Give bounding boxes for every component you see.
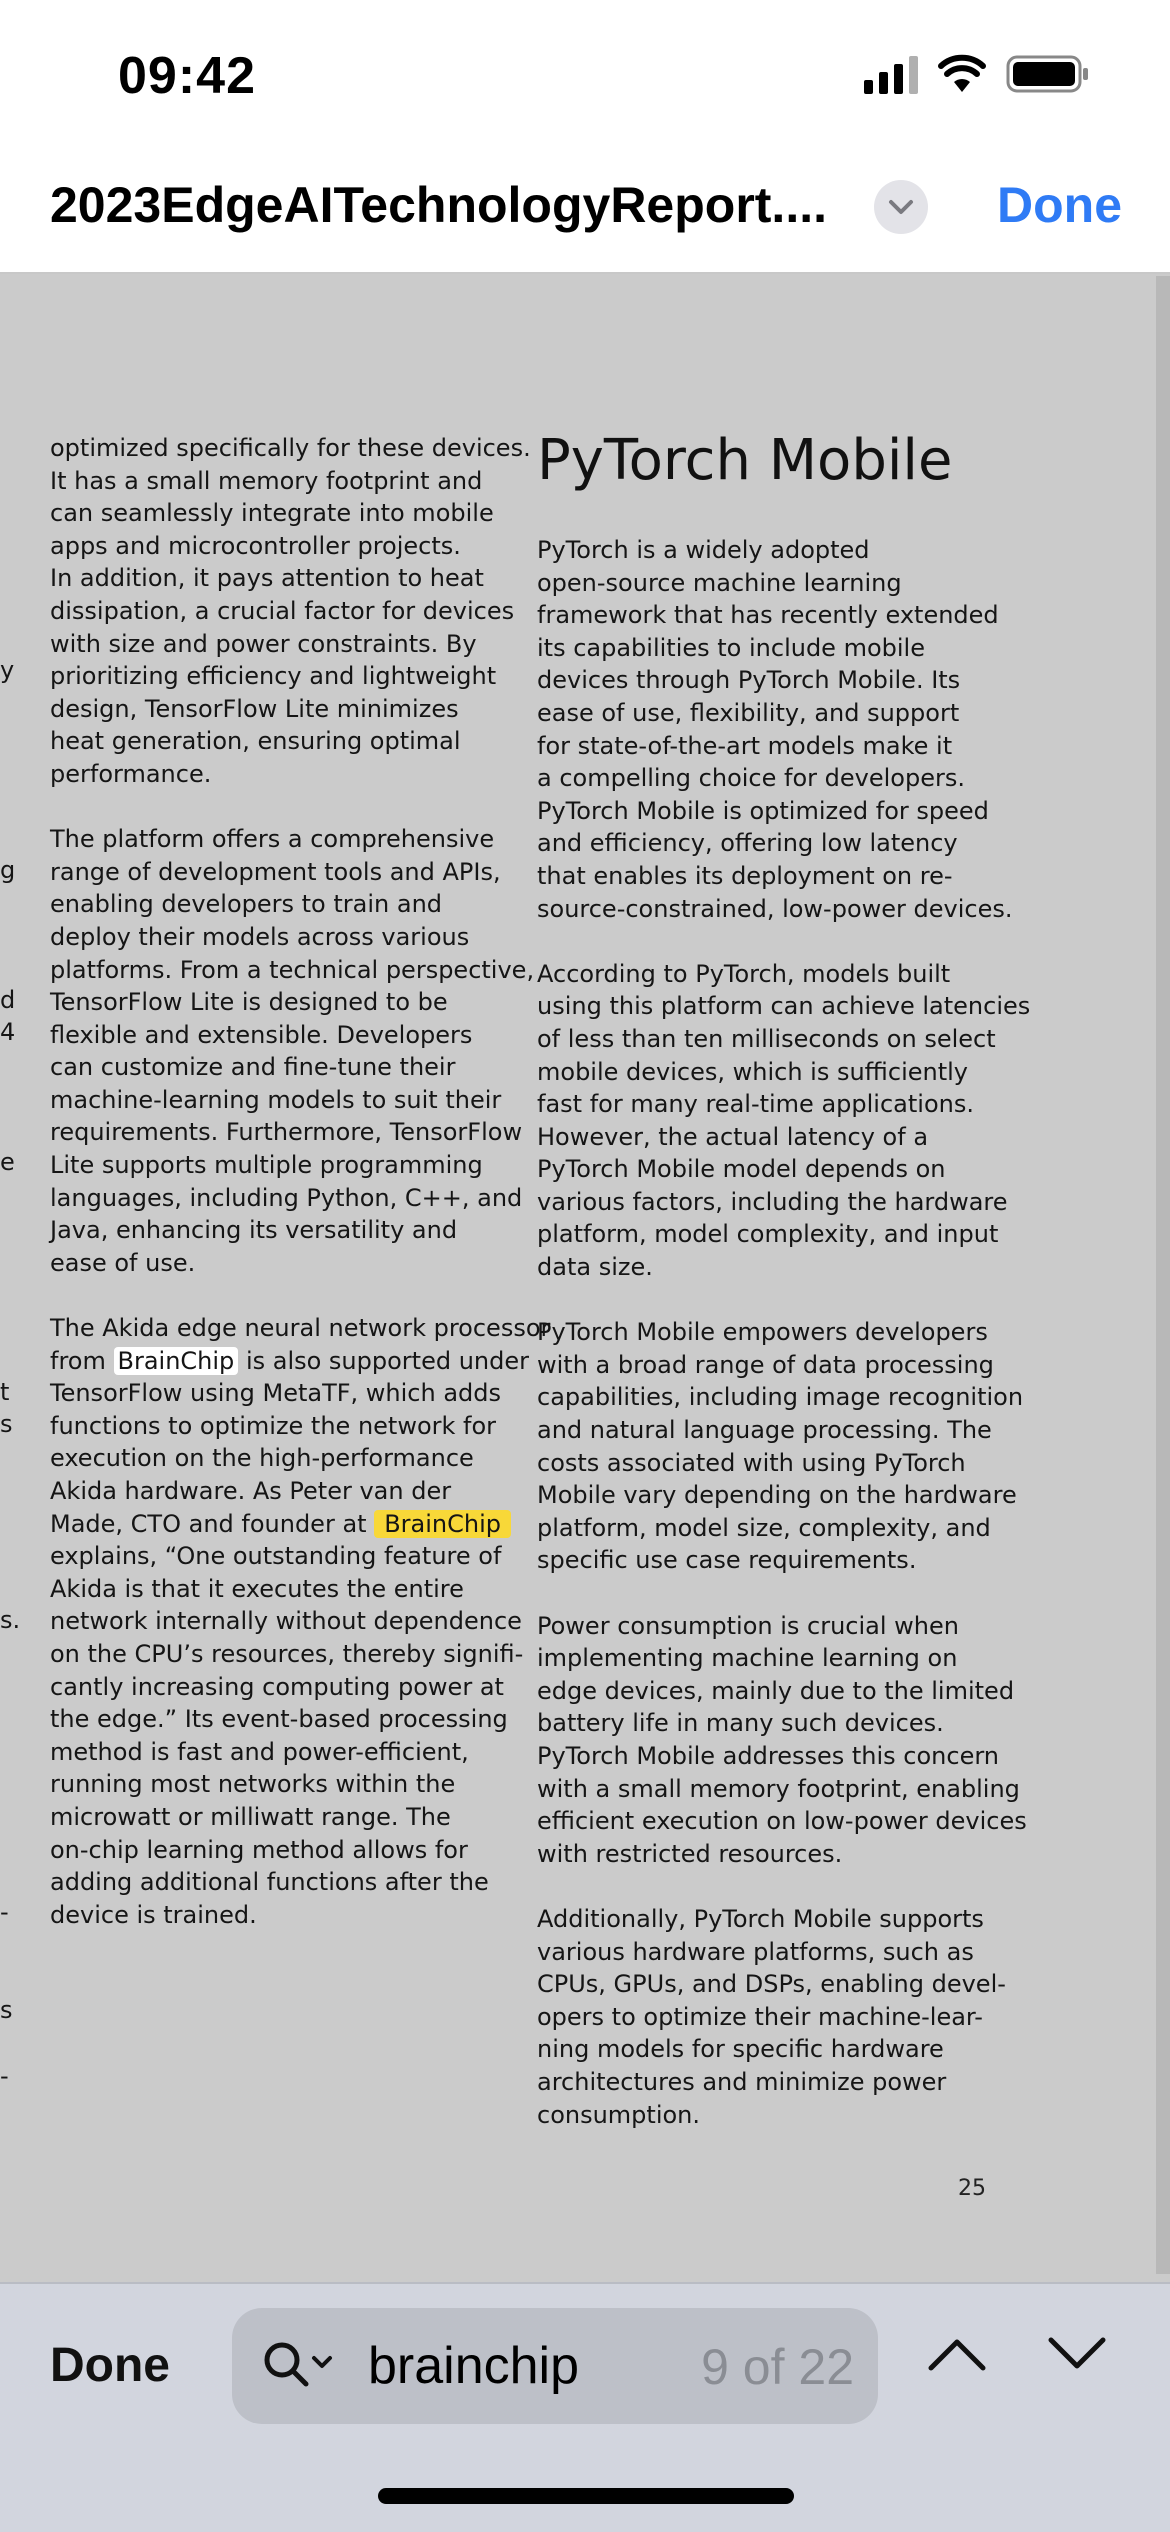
text-line: for state-of-the-art models make it (537, 731, 953, 760)
text-line: The platform offers a comprehensive (50, 825, 495, 854)
current-search-match[interactable]: BrainChip (374, 1510, 511, 1538)
text-line: According to PyTorch, models built (537, 959, 951, 988)
text-line: enabling developers to train and (50, 890, 443, 919)
edge-char: y (0, 656, 15, 684)
edge-char: s (0, 1996, 13, 2024)
paragraph (537, 958, 1031, 1284)
text-line: PyTorch Mobile is optimized for speed (537, 796, 989, 825)
text-line: PyTorch is a widely adopted (537, 536, 870, 564)
paragraph (50, 432, 531, 791)
text-line: consumption. (537, 2100, 701, 2129)
text-line: Akida hardware. As Peter van der (50, 1477, 452, 1505)
find-search-field[interactable] (232, 2308, 878, 2424)
text-line: network internally without dependence (50, 1607, 522, 1636)
text-line: with a broad range of data processing (537, 1350, 994, 1379)
text-line: with restricted resources. (537, 1839, 843, 1868)
text-line: ease of use, flexibility, and support (537, 698, 960, 727)
search-match[interactable]: BrainChip (114, 1347, 239, 1375)
text-line: open-source machine learning (537, 568, 902, 597)
text-line: platform, model size, complexity, and (537, 1513, 991, 1542)
text-fragment: is also supported under (245, 1346, 529, 1375)
text-line: implementing machine learning on (537, 1644, 958, 1673)
text-line: requirements. Furthermore, TensorFlow (50, 1118, 523, 1147)
text-line: PyTorch Mobile addresses this concern (537, 1741, 999, 1770)
edge-char: - (0, 1898, 9, 1926)
page-number: 25 (958, 2176, 986, 2201)
text-line: device is trained. (50, 1900, 257, 1929)
next-match-icon (1045, 2334, 1109, 2374)
text-line: platforms. From a technical perspective, (50, 955, 535, 984)
right-text-column (537, 534, 1031, 2164)
text-line: platform, model complexity, and input (537, 1220, 999, 1249)
text-line: a compelling choice for developers. (537, 764, 965, 793)
text-line: efficient execution on low-power devices (537, 1807, 1027, 1836)
text-line: using this platform can achieve latencies (537, 992, 1031, 1021)
edge-char: g (0, 856, 16, 884)
text-line: method is fast and power-efficient, (50, 1737, 469, 1766)
text-line: flexible and extensible. Developers (50, 1020, 473, 1049)
text-line: The Akida edge neural network processor (50, 1314, 551, 1343)
paragraph (50, 823, 535, 1279)
text-line: TensorFlow Lite is designed to be (50, 988, 448, 1017)
edge-char: t (0, 1378, 10, 1406)
text-line: Lite supports multiple programming (50, 1151, 483, 1180)
text-line: microwatt or milliwatt range. The (50, 1802, 451, 1831)
text-line: PyTorch Mobile model depends on (537, 1155, 946, 1184)
home-indicator[interactable] (378, 2488, 794, 2504)
text-line: devices through PyTorch Mobile. Its (537, 666, 961, 695)
find-done-button[interactable]: Done (50, 2339, 170, 2392)
left-text-column (50, 432, 551, 1964)
pdf-page-area[interactable] (0, 276, 1170, 2274)
text-line: its capabilities to include mobile (537, 633, 925, 662)
edge-char: - (0, 2062, 9, 2090)
text-line: can seamlessly integrate into mobile (50, 499, 494, 528)
text-line: fast for many real-time applications. (537, 1090, 974, 1119)
text-line: TensorFlow using MetaTF, which adds (50, 1379, 502, 1408)
text-line: on the CPU’s resources, thereby signifi- (50, 1639, 524, 1668)
text-line: costs associated with using PyTorch (537, 1448, 966, 1477)
text-line: with a small memory footprint, enabling (537, 1774, 1020, 1803)
text-line: functions to optimize the network for (50, 1411, 497, 1440)
text-line: explains, “One outstanding feature of (50, 1542, 502, 1571)
text-line: various hardware platforms, such as (537, 1937, 974, 1966)
text-line: languages, including Python, C++, and (50, 1183, 523, 1212)
text-line: running most networks within the (50, 1770, 456, 1799)
status-bar (0, 0, 1170, 150)
text-line: ning models for specific hardware (537, 2035, 944, 2064)
edge-char: s. (0, 1606, 21, 1634)
text-line: In addition, it pays attention to heat (50, 564, 484, 593)
text-line: with size and power constraints. By (50, 629, 477, 658)
paragraph (50, 1312, 551, 1931)
text-line: capabilities, including image recognition (537, 1383, 1024, 1412)
text-line: cantly increasing computing power at (50, 1672, 504, 1701)
text-line: CPUs, GPUs, and DSPs, enabling devel- (537, 1970, 1006, 1999)
text-line: Akida is that it executes the entire (50, 1574, 464, 1603)
text-line: Java, enhancing its versatility and (50, 1216, 458, 1245)
text-line: on-chip learning method allows for (50, 1835, 468, 1864)
text-line: It has a small memory footprint and (50, 466, 483, 495)
text-line: execution on the high-performance (50, 1444, 474, 1473)
header-done-button[interactable]: Done (997, 177, 1122, 233)
text-line: Power consumption is crucial when (537, 1611, 959, 1640)
cellular-signal-icon (864, 54, 918, 94)
text-line: battery life in many such devices. (537, 1709, 944, 1738)
text-line: mobile devices, which is sufficiently (537, 1057, 969, 1086)
text-line: optimized specifically for these devices. (50, 434, 531, 462)
text-line: specific use case requirements. (537, 1546, 917, 1575)
paragraph (537, 534, 1017, 925)
title-menu-button[interactable] (874, 180, 928, 234)
text-line: prioritizing efficiency and lightweight (50, 662, 497, 691)
text-line: can customize and fine-tune their (50, 1053, 456, 1082)
text-line: that enables its deployment on re- (537, 861, 953, 890)
text-line: source-constrained, low-power devices. (537, 894, 1013, 923)
text-line: edge devices, mainly due to the limited (537, 1676, 1015, 1705)
text-line: ease of use. (50, 1248, 196, 1277)
chevron-down-icon (888, 199, 914, 215)
text-line: and efficiency, offering low latency (537, 829, 958, 858)
text-line (50, 1345, 529, 1378)
wifi-icon (938, 54, 986, 94)
text-fragment: Made, CTO and founder at (50, 1509, 367, 1538)
text-line: performance. (50, 759, 212, 788)
text-fragment: from (50, 1346, 106, 1375)
text-line: apps and microcontroller projects. (50, 531, 461, 560)
text-line: Additionally, PyTorch Mobile supports (537, 1904, 984, 1933)
edge-char: 4 (0, 1018, 16, 1046)
document-title[interactable]: 2023EdgeAITechnologyReport.... (50, 177, 828, 233)
section-heading: PyTorch Mobile (537, 428, 953, 493)
next-match-button[interactable] (1045, 2334, 1109, 2378)
page-scroll-edge (1156, 276, 1170, 2274)
text-line (50, 1508, 520, 1541)
text-line: the edge.” Its event-based processing (50, 1705, 508, 1734)
text-line: various factors, including the hardware (537, 1187, 1008, 1216)
previous-match-icon (925, 2334, 989, 2374)
paragraph (537, 1316, 1024, 1577)
search-options-icon[interactable] (262, 2340, 342, 2396)
edge-char: d (0, 986, 16, 1014)
text-line: However, the actual latency of a (537, 1122, 929, 1151)
text-line: framework that has recently extended (537, 601, 999, 630)
text-line: opers to optimize their machine-lear- (537, 2002, 983, 2031)
text-line: machine-learning models to suit their (50, 1085, 502, 1114)
text-line: deploy their models across various (50, 922, 470, 951)
find-query-input[interactable] (368, 2336, 668, 2396)
status-icons (864, 54, 1090, 94)
edge-char: e (0, 1148, 15, 1176)
text-line: PyTorch Mobile empowers developers (537, 1318, 988, 1347)
text-line: adding additional functions after the (50, 1868, 489, 1897)
match-count: 9 of 22 (701, 2339, 854, 2395)
text-line: and natural language processing. The (537, 1416, 992, 1445)
paragraph (537, 1903, 1017, 2131)
text-line: Mobile vary depending on the hardware (537, 1481, 1017, 1510)
paragraph (537, 1610, 1027, 1871)
battery-icon (1006, 54, 1090, 94)
text-line: of less than ten milliseconds on select (537, 1024, 996, 1053)
document-header (0, 150, 1170, 274)
edge-char: s (0, 1410, 13, 1438)
text-line: range of development tools and APIs, (50, 857, 501, 886)
status-time: 09:42 (118, 47, 256, 105)
previous-match-button[interactable] (925, 2334, 989, 2378)
text-line: dissipation, a crucial factor for devices (50, 596, 515, 625)
text-line: design, TensorFlow Lite minimizes (50, 694, 459, 723)
text-line: architectures and minimize power (537, 2067, 947, 2096)
text-line: heat generation, ensuring optimal (50, 727, 461, 756)
text-line: data size. (537, 1253, 653, 1282)
